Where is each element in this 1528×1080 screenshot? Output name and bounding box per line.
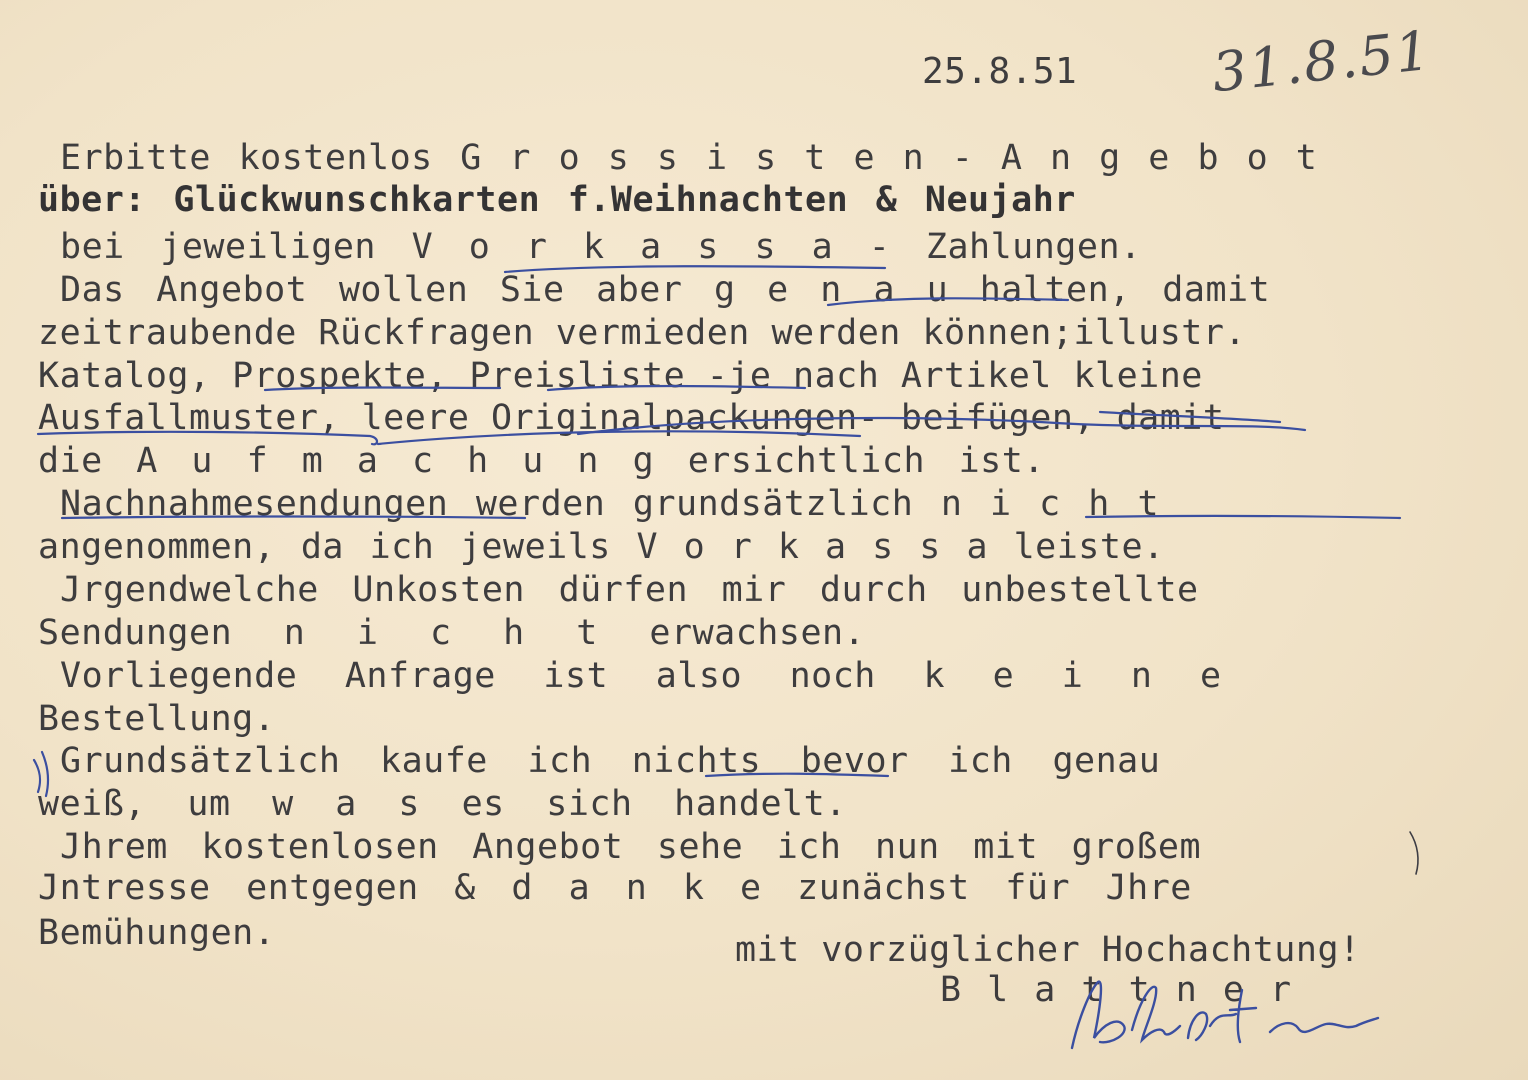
signature-scrawl <box>1060 960 1380 1070</box>
letter-line-10: angenommen, da ich jeweils V o r k a s s a leiste. <box>38 527 1165 567</box>
letter-line-8: die A u f m a c h u n g ersichtlich ist. <box>38 441 1045 481</box>
letter-line-4: Das Angebot wollen Sie aber g e n a u halten, damit <box>60 270 1271 310</box>
handwritten-date: 31.8.51 <box>1209 18 1435 105</box>
letter-line-2: über: Glückwunschkarten f.Weihnachten & Neujahr <box>38 180 1076 220</box>
typed-date: 25.8.51 <box>922 51 1078 92</box>
letter-line-3: bei jeweiligen V o r k a s s a - Zahlungen. <box>60 227 1142 267</box>
letter-line-7: Ausfallmuster, leere Originalpackungen- beifügen, damit <box>38 398 1225 438</box>
letter-line-15: Grundsätzlich kaufe ich nichts bevor ich genau <box>60 741 1161 781</box>
letter-line-5: zeitraubende Rückfragen vermieden werden können;illustr. <box>38 313 1247 353</box>
letter-line-17: Jhrem kostenlosen Angebot sehe ich nun mit großem <box>60 827 1202 867</box>
letter-line-9: Nachnahmesendungen werden grundsätzlich n i c h t <box>60 484 1160 524</box>
letter-line-19: Bemühungen. <box>38 913 276 953</box>
typed-name: B l a t t n e r <box>940 970 1292 1010</box>
letter-line-6: Katalog, Prospekte, Preisliste -je nach Artikel kleine <box>38 356 1203 396</box>
letter-line-14: Bestellung. <box>38 699 276 739</box>
closing-line: mit vorzüglicher Hochachtung! <box>735 930 1361 970</box>
letter-line-1: Erbitte kostenlos G r o s s i s t e n - A n g e b o t <box>60 138 1318 178</box>
letter-line-11: Jrgendwelche Unkosten dürfen mir durch unbestellte <box>60 570 1199 610</box>
letter-line-12: Sendungen n i c h t erwachsen. <box>38 613 866 653</box>
letter-line-13: Vorliegende Anfrage ist also noch k e i n e <box>60 656 1222 696</box>
letter-line-16: weiß, um w a s es sich handelt. <box>38 784 847 824</box>
letter-line-18: Jntresse entgegen & d a n k e zunächst für Jhre <box>38 868 1192 908</box>
